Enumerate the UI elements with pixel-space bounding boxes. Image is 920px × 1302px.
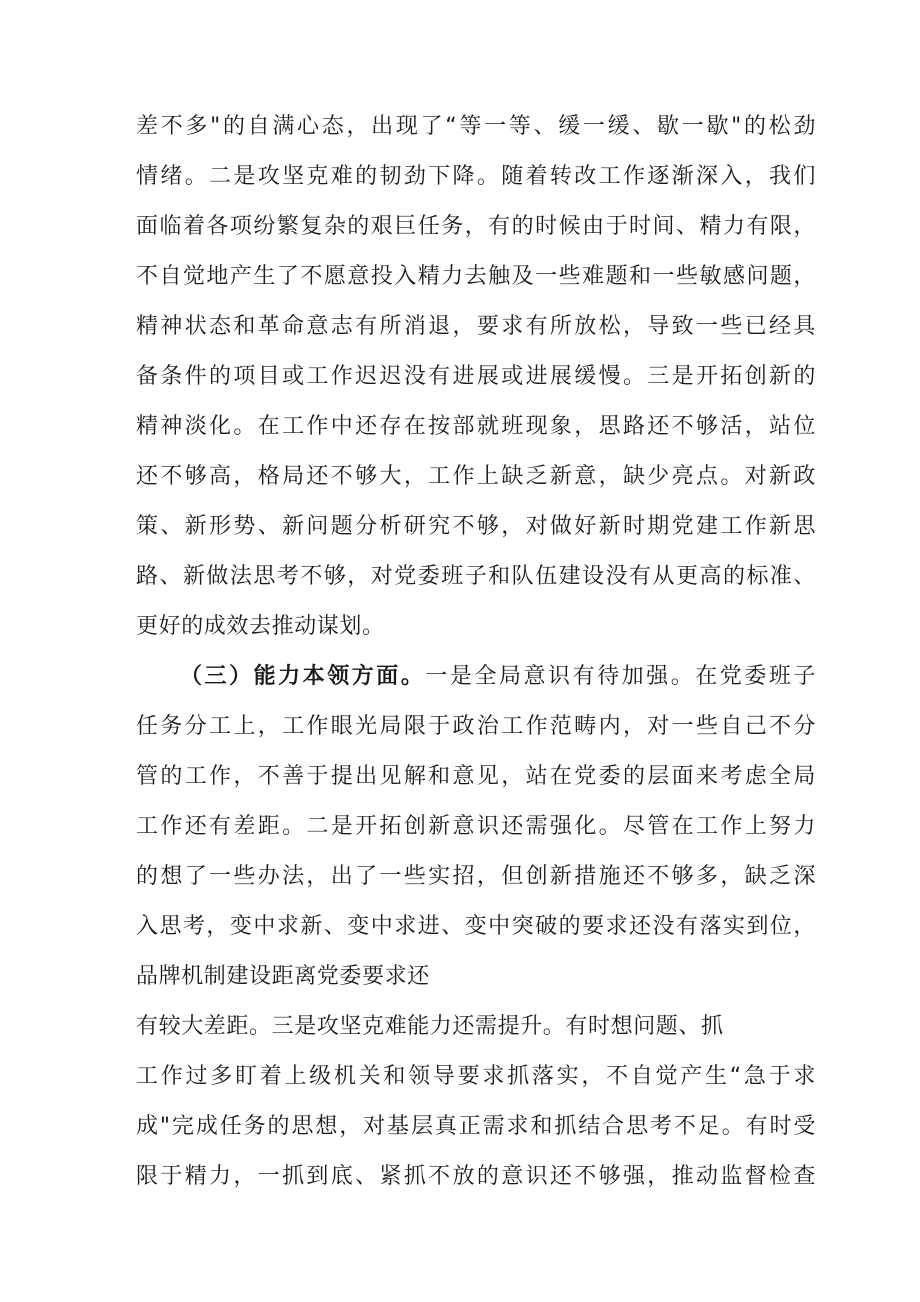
text-line: 限于精力，一抓到底、紧抓不放的意识还不够强，推动监督检查: [136, 1164, 816, 1189]
text-line: 精神淡化。在工作中还存在按部就班现象，思路还不够活，站位: [136, 414, 816, 439]
text-line: 入思考，变中求新、变中求进、变中突破的要求还没有落实到位，: [136, 914, 816, 939]
text-line: 不自觉地产生了不愿意投入精力去触及一些难题和一些敏感问题，: [136, 264, 816, 289]
text-line: 备条件的项目或工作迟迟没有进展或进展缓慢。三是开拓创新的: [136, 364, 816, 389]
text-line: 情绪。二是攻坚克难的韧劲下降。随着转改工作逐渐深入，我们: [136, 164, 816, 189]
text-line: 路、新做法思考不够，对党委班子和队伍建设没有从更高的标准、: [136, 564, 816, 589]
section-3-heading: （三）能力本领方面。: [180, 664, 426, 689]
text-line: 的想了一些办法，出了一些实招，但创新措施还不够多，缺乏深: [136, 864, 816, 889]
section-3-first-line: [180, 662, 816, 692]
text-line: 工作还有差距。二是开拓创新意识还需强化。尽管在工作上努力: [136, 814, 816, 839]
text-line: 还不够高，格局还不够大，工作上缺乏新意，缺少亮点。对新政: [136, 464, 816, 489]
text-line: 工作过多盯着上级机关和领导要求抓落实，不自觉产生“急于求: [136, 1064, 816, 1089]
text-line: 策、新形势、新问题分析研究不够，对做好新时期党建工作新思: [136, 514, 816, 539]
text-line: 差不多"的自满心态，出现了“等一等、缓一缓、歇一歇"的松劲: [136, 114, 816, 139]
text-line: 品牌机制建设距离党委要求还: [136, 964, 430, 989]
text-line: 精神状态和革命意志有所消退，要求有所放松，导致一些已经具: [136, 314, 816, 339]
text-line: 有较大差距。三是攻坚克难能力还需提升。有时想问题、抓: [136, 1014, 724, 1039]
text-line: 面临着各项纷繁复杂的艰巨任务，有的时候由于时间、精力有限，: [136, 214, 816, 239]
text-line: 管的工作，不善于提出见解和意见，站在党委的层面来考虑全局: [136, 764, 816, 789]
text-line: 成"完成任务的思想，对基层真正需求和抓结合思考不足。有时受: [136, 1114, 816, 1139]
section-3-first-line-rest: 一是全局意识有待加强。在党委班子: [425, 664, 816, 689]
text-line: 任务分工上，工作眼光局限于政治工作范畴内，对一些自己不分: [136, 714, 816, 739]
text-line: 更好的成效去推动谋划。: [136, 614, 385, 639]
